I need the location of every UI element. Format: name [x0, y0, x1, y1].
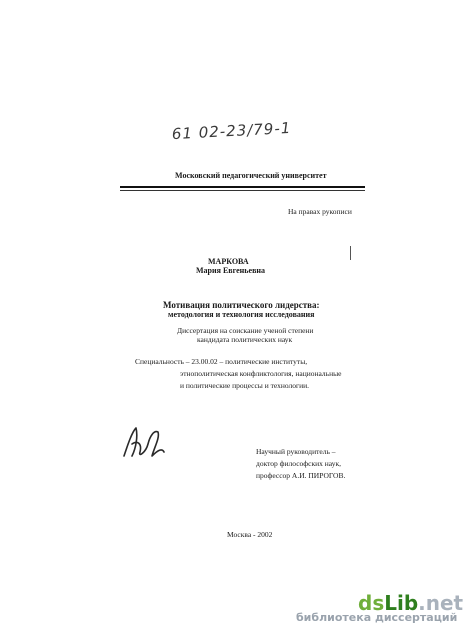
logo-part-lib: Lib	[384, 591, 419, 615]
supervisor-line1: Научный руководитель –	[256, 447, 336, 456]
supervisor-line2: доктор философских наук,	[256, 459, 341, 468]
supervisor-line3: профессор А.И. ПИРОГОВ.	[256, 471, 346, 480]
specialty-line3: и политические процессы и технологии.	[180, 381, 309, 390]
author-surname: МАРКОВА	[208, 257, 249, 266]
specialty-line1: Специальность – 23.00.02 – политические институты,	[135, 357, 308, 366]
degree-line1: Диссертация на соискание ученой степени	[177, 326, 314, 335]
university-name: Московский педагогический университет	[175, 171, 327, 180]
signature-icon	[118, 422, 168, 462]
dissertation-title-line1: Мотивация политического лидерства:	[163, 300, 320, 310]
manuscript-rights-label: На правах рукописи	[288, 207, 352, 216]
header-divider-thin	[120, 190, 365, 191]
degree-line2: кандидата политических наук	[197, 335, 293, 344]
city-year: Москва - 2002	[227, 530, 273, 539]
handwritten-archive-number: 61 02-23/79-1	[171, 118, 292, 144]
logo-part-ds: ds	[358, 591, 385, 615]
header-divider-thick	[120, 186, 365, 188]
margin-mark	[350, 246, 351, 260]
author-given-names: Мария Евгеньевна	[196, 266, 265, 275]
dissertation-title-line2: методология и технология исследования	[168, 310, 315, 319]
logo-part-net: .net	[418, 591, 463, 615]
specialty-line2: этнополитическая конфликтология, национальные	[180, 369, 342, 378]
watermark-tagline: библиотека диссертаций	[296, 611, 458, 624]
